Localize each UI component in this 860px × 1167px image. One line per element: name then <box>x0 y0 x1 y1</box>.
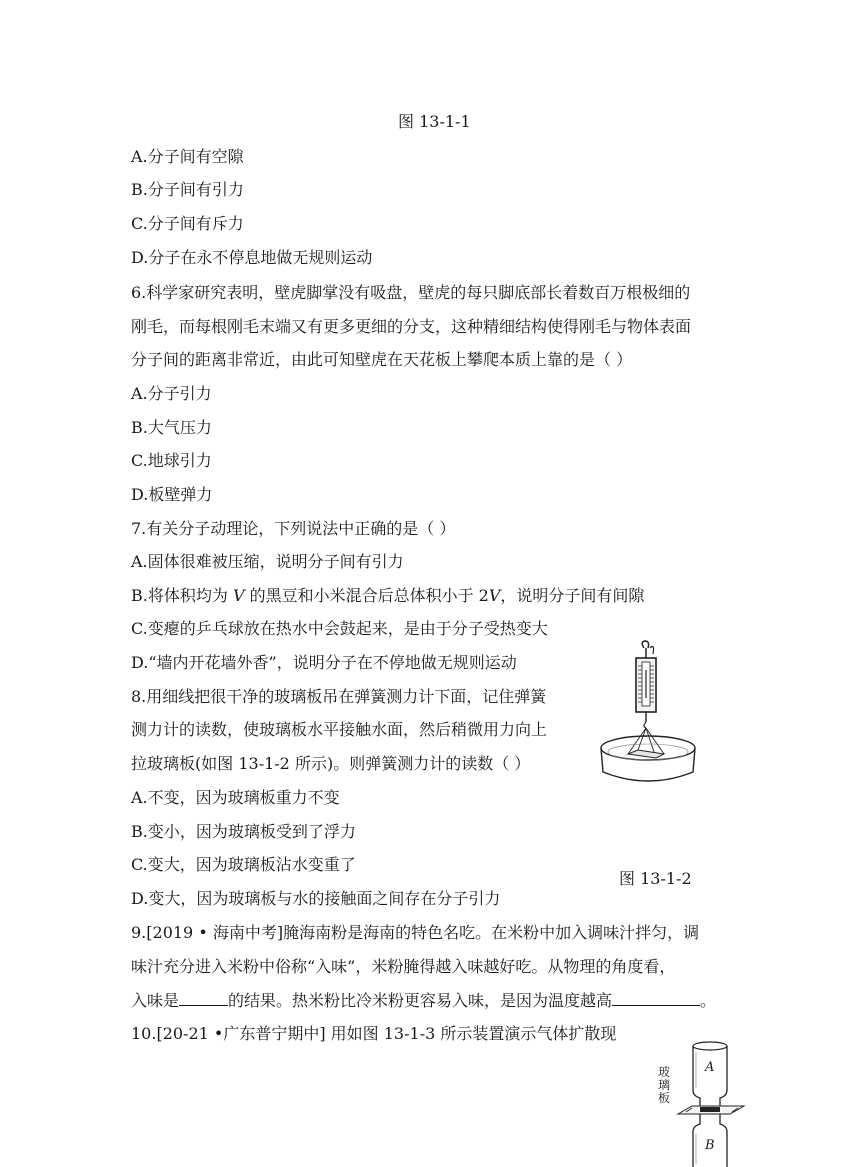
spring-scale-figure <box>598 640 708 798</box>
q9-line-1: 9.[2019 • 海南中考]腌海南粉是海南的特色名吃。在米粉中加入调味汁拌匀，调 <box>131 923 700 942</box>
q7-option-b-post: ，说明分子间有间隙 <box>500 586 645 605</box>
q6-stem-line-3: 分子间的距离非常近，由此可知壁虎在天花板上攀爬本质上靠的是（ ） <box>131 350 633 369</box>
q8-stem-line-2: 测力计的读数，使玻璃板水平接触水面，然后稍微用力向上 <box>131 720 548 739</box>
figure-caption-13-1-1: 图 13-1-1 <box>398 112 471 131</box>
q8-stem-line-1: 8.用细线把很干净的玻璃板吊在弹簧测力计下面，记住弹簧 <box>131 687 547 706</box>
q8-option-d: D.变大，因为玻璃板与水的接触面之间存在分子引力 <box>131 889 501 908</box>
q8-option-b: B.变小，因为玻璃板受到了浮力 <box>131 822 356 841</box>
q6-option-b: B.大气压力 <box>131 418 212 437</box>
q7-option-d: D.“墙内开花墙外香”，说明分子在不停地做无规则运动 <box>131 653 517 672</box>
q8-stem-line-3: 拉玻璃板(如图 13-1-2 所示)。则弹簧测力计的读数（ ） <box>131 754 531 773</box>
q5-option-a: A.分子间有空隙 <box>131 147 244 166</box>
q9-line-3-post: 。 <box>700 991 717 1010</box>
q6-option-c: C.地球引力 <box>131 451 212 470</box>
bottle-b-label: B <box>705 1138 715 1153</box>
q9-answer-blank-1[interactable] <box>179 990 228 1006</box>
q9-line-3-mid: 的结果。热米粉比冷米粉更容易入味，是因为温度越高 <box>228 991 613 1010</box>
glass-plate-label: 玻璃板 <box>658 1065 671 1105</box>
q6-stem-line-2: 刚毛，而每根刚毛末端又有更多更细的分支，这种精细结构使得刚毛与物体表面 <box>131 317 692 336</box>
q5-option-c: C.分子间有斥力 <box>131 214 244 233</box>
q7-option-b <box>131 586 644 606</box>
q6-stem-line-1: 6.科学家研究表明，壁虎脚掌没有吸盘，壁虎的每只脚底部长着数百万根极细的 <box>131 283 691 302</box>
q7-option-c: C.变瘪的乒乓球放在热水中会鼓起来，是由于分子受热变大 <box>131 619 548 638</box>
bottle-a-label: A <box>705 1060 715 1075</box>
q8-option-c: C.变大，因为玻璃板沾水变重了 <box>131 855 356 874</box>
figure-caption-13-1-2: 图 13-1-2 <box>619 869 692 888</box>
q7-option-b-mid: 的黑豆和小米混合后总体积小于 2 <box>244 586 489 605</box>
q9-line-3-pre: 入味是 <box>131 991 180 1010</box>
q7-option-a: A.固体很难被压缩，说明分子间有引力 <box>131 552 404 571</box>
q7-option-b-var-2: V <box>488 586 501 605</box>
q7-option-b-pre: B.将体积均为 <box>131 586 233 605</box>
q7-option-b-var-1: V <box>232 586 245 605</box>
q6-option-d: D.板壁弹力 <box>131 485 213 504</box>
q5-option-d: D.分子在永不停息地做无规则运动 <box>131 248 373 267</box>
q9-line-3 <box>131 990 716 1011</box>
q7-stem: 7.有关分子动理论，下列说法中正确的是（ ） <box>131 519 456 538</box>
q9-line-2: 味汁充分进入米粉中俗称“入味”，米粉腌得越入味越好吃。从物理的角度看， <box>131 957 676 976</box>
q10-stem: 10.[20-21 •广东普宁期中] 用如图 13-1-3 所示装置演示气体扩散现 <box>131 1024 617 1043</box>
q9-answer-blank-2[interactable] <box>612 990 700 1006</box>
q6-option-a: A.分子引力 <box>131 384 212 403</box>
figure-13-1-3 <box>652 1038 762 1167</box>
q8-option-a: A.不变，因为玻璃板重力不变 <box>131 788 340 807</box>
q5-option-b: B.分子间有引力 <box>131 180 244 199</box>
